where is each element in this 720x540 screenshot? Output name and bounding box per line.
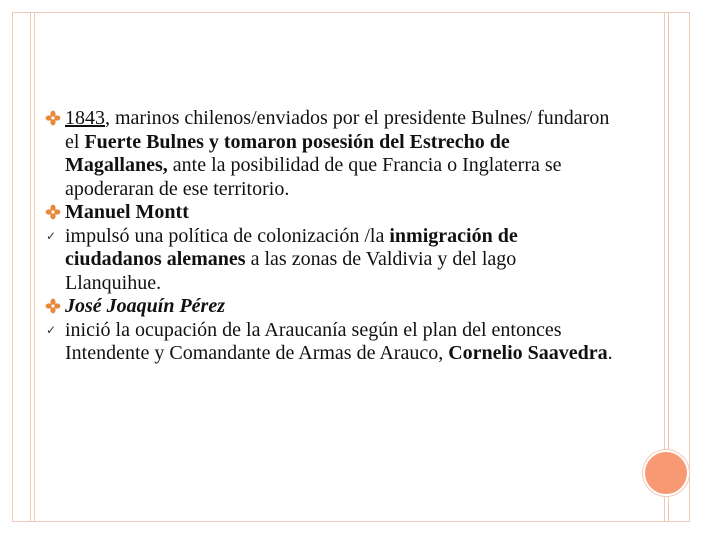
item-text — [65, 225, 518, 294]
text-year: 1843 — [65, 107, 105, 129]
text-segment: a las zonas de Valdivia y del lago Llanquihue. — [65, 248, 517, 294]
text-segment: inició la ocupación de la Araucanía según el plan del entonces Intendente y Comandante de Armas de Arauco, — [65, 318, 562, 364]
list-item — [44, 225, 614, 296]
text-bold-italic: José Joaquín Pérez — [65, 295, 225, 317]
frame-line-left-inner — [34, 12, 35, 522]
text-bold: Fuerte Bulnes y tomaron posesión del Estrecho de Magallanes, — [65, 130, 510, 176]
flower-icon — [44, 107, 62, 131]
frame-line-right — [664, 12, 665, 522]
bullet-list — [44, 107, 614, 366]
text-segment: , marinos chilenos/enviados por el presidente Bulnes/ fundaron el — [65, 107, 610, 153]
frame-line-left — [30, 12, 31, 522]
check-icon: ✓ — [46, 228, 57, 243]
frame-line-right-inner — [668, 12, 669, 522]
flower-icon — [44, 201, 62, 225]
text-bold: Cornelio Saavedra — [448, 342, 608, 364]
check-icon: ✓ — [46, 322, 57, 337]
list-item — [44, 201, 614, 225]
item-text — [65, 319, 613, 365]
text-bold: inmigración de ciudadanos alemanes — [65, 224, 518, 270]
flower-icon — [44, 295, 62, 319]
decorative-circle — [643, 450, 689, 496]
text-segment: ante la posibilidad de que Francia o Inglaterra se apoderaran de ese territorio. — [65, 154, 562, 200]
item-text — [65, 107, 609, 200]
list-item — [44, 319, 614, 366]
text-bold: Manuel Montt — [65, 201, 189, 223]
text-segment: . — [607, 342, 613, 364]
text-segment: impulsó una política de colonización /la — [65, 224, 390, 247]
list-item — [44, 295, 614, 319]
list-item — [44, 107, 614, 201]
